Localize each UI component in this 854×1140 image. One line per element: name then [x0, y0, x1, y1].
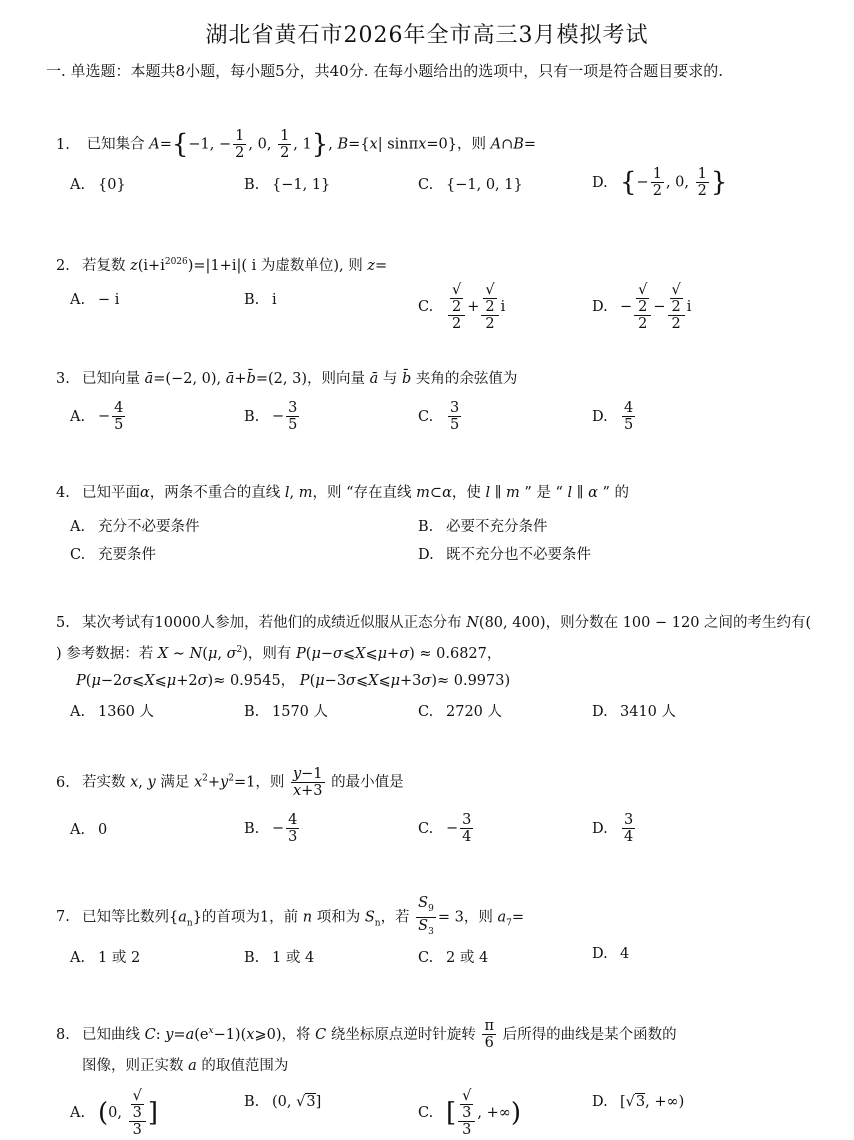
q1-option-a[interactable]: A. {0} [70, 177, 126, 193]
q2-option-c[interactable]: C. √ 2 2 + √ 2 2 i [418, 282, 506, 332]
q1-option-d[interactable]: D. {− $\frac{1}{2}$ , 0, $\frac{1}{2}$ } [592, 166, 728, 199]
q8-option-c[interactable]: C. [ √ 3 3 , +∞) [418, 1088, 521, 1138]
q8-option-a[interactable]: A. (0, √ 3 3 ] [70, 1088, 158, 1138]
q8-option-d[interactable]: D. [√3, +∞) [592, 1094, 685, 1110]
q4-option-a[interactable]: A. 充分不必要条件 [70, 519, 200, 535]
q2-option-b[interactable]: B. i [244, 292, 277, 308]
question-3: 3. 已知向量 ā=(−2, 0), ā+b̄=(2, 3)，则向量 ā 与 b̄ 夹角的余弦值为 [56, 371, 518, 387]
q6-option-a[interactable]: A. 0 [70, 822, 108, 838]
q6-option-d[interactable]: D. $\frac{3}{4}$ [592, 812, 634, 845]
q3-option-c[interactable]: C. $\frac{3}{5}$ [418, 400, 460, 433]
section-intro: 一. 单选题：本题共8小题，每小题5分，共40分. 在每小题给出的选项中，只有一项是符合题目要求的. [46, 62, 724, 80]
q2-option-d[interactable]: D. − √ 2 2 − √ 2 2 i [592, 282, 692, 332]
q5-option-a[interactable]: A. 1360 人 [70, 704, 155, 720]
q7-option-b[interactable]: B. 1 或 4 [244, 950, 315, 966]
q4-option-c[interactable]: C. 充要条件 [70, 547, 156, 563]
q6-option-c[interactable]: C. − $\frac{3}{4}$ [418, 812, 472, 845]
q8-option-b[interactable]: B. (0, √3] [244, 1094, 322, 1110]
q4-option-d[interactable]: D. 既不充分也不必要条件 [418, 547, 591, 563]
question-6: 6. 若实数 x, y 满足 $x^2+y^2=1$，则 $\frac{y-1}{x+3}$ 的最小值是 [56, 766, 404, 799]
question-4: 4. 已知平面α，两条不重合的直线 l, m，则 “存在直线 m⊂α，使 l ∥ m ” 是 “ l ∥ α ” 的 [56, 485, 630, 501]
q2-option-a[interactable]: A. − i [70, 292, 120, 308]
q3-option-b[interactable]: B. − $\frac{3}{5}$ [244, 400, 298, 433]
page-title: 湖北省黄石市2026年全市高三3月模拟考试 [205, 23, 649, 48]
q7-option-a[interactable]: A. 1 或 2 [70, 950, 141, 966]
q6-option-b[interactable]: B. − $\frac{4}{3}$ [244, 812, 298, 845]
q7-option-d[interactable]: D. 4 [592, 946, 630, 962]
q7-option-c[interactable]: C. 2 或 4 [418, 950, 489, 966]
q1-option-b[interactable]: B. {−1, 1} [244, 177, 331, 193]
question-5: 5. 某次考试有10000人参加，若他们的成绩近似服从正态分布 N(80, 400)，则分数在 100 − 120 之间的考生约有( ) 参考数据：若 X ∼ N(μ, $\sigma^2$)，则有 P(μ−σ⩽X⩽μ+σ) ≈ 0.6827， P(μ−2σ⩽X⩽μ+2σ)≈ 0.9545， P(μ−3σ⩽X⩽μ+3σ)≈ 0.9973) [56, 615, 812, 689]
question-2: 2. 若复数 $z(i+i^{2026})=|1+i|$( i 为虚数单位), 则 z= [56, 257, 388, 274]
q5-option-b[interactable]: B. 1570 人 [244, 704, 329, 720]
q5-option-d[interactable]: D. 3410 人 [592, 704, 677, 720]
q5-option-c[interactable]: C. 2720 人 [418, 704, 503, 720]
q3-option-d[interactable]: D. $\frac{4}{5}$ [592, 400, 634, 433]
question-8: 8. 已知曲线 C: $y=a(e^x-1)(x⩾0)$，将 C 绕坐标原点逆时针旋转 $\frac{\pi}{6}$ 后所得的曲线是某个函数的 图像，则正实数 a 的取值范围为 [56, 1018, 677, 1075]
q4-option-b[interactable]: B. 必要不充分条件 [418, 519, 548, 535]
q1-option-c[interactable]: C. {−1, 0, 1} [418, 177, 523, 193]
question-1: 1. 已知集合 A={−1, − $\frac{1}{2}$ , 0, $\frac{1}{2}$ , 1}, B={x| sinπx=0}，则 A∩B= [56, 128, 537, 161]
q3-option-a[interactable]: A. − $\frac{4}{5}$ [70, 400, 124, 433]
question-7: 7. 已知等比数列$\{a_n\}$的首项为1，前 n 项和为 $S_n$，若 $\frac{S_9}{S_3}$ = 3，则 $a_7=$ [56, 895, 524, 937]
